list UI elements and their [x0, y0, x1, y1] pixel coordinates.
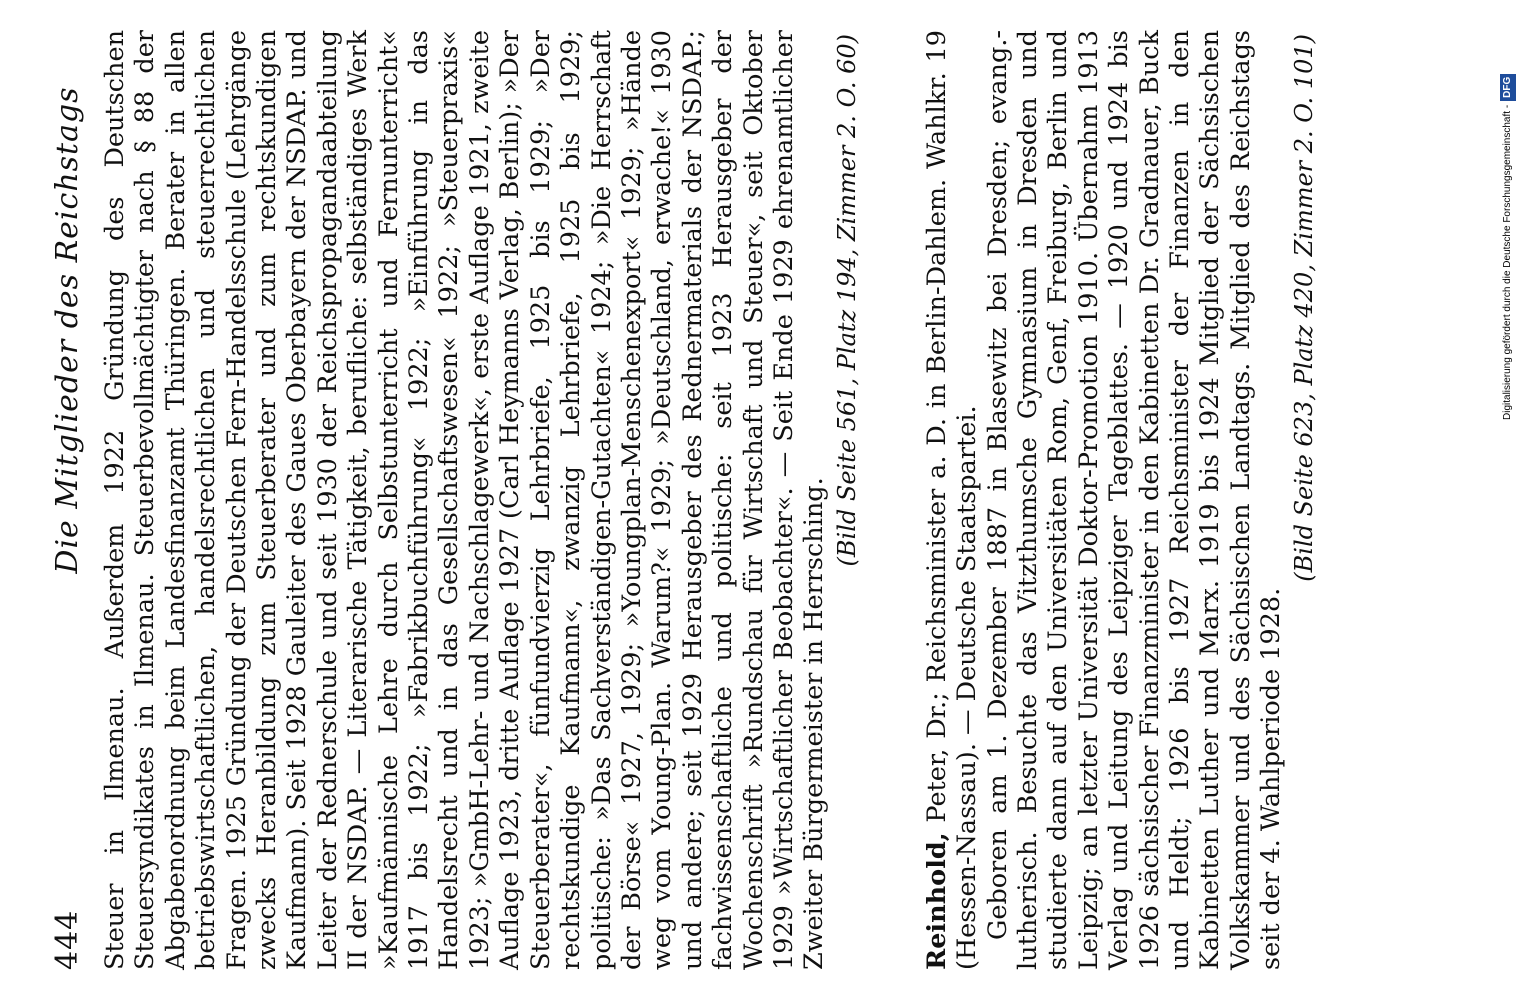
member-biography: Geboren am 1. Dezember 1887 in Blasewitz bei Dresden; evang.-lutherisch. Besuchte das Vitzthumsche Gymnasium in Dresden und studierte dann auf den Universitäten Rom, Genf, Freiburg, Berlin und Leipzig; an letzter Universität Doktor-Promotion 1910. Übernahm 1913 Verlag und Leitung des Leipziger Tageblattes. — 1920 und 1924 bis 1926 sächsischer Finanzminister in den Kabinetten Dr. Gradnauer, Buck und Heldt; 1926 bis 1927 Reichsminister der Finanzen in den Kabinetten Luther und Marx. 1919 bis 1924 Mitglied der Sächsischen Volkskammer und des Sächsischen Landtags. Mitglied des Reichstags seit der 4. Wahlperiode 1928.: [982, 30, 1287, 970]
entry-photo-reference: (Bild Seite 561, Platz 194, Zimmer 2. O. 60): [832, 34, 861, 567]
member-header-details: Peter, Dr.; Reichsminister a. D. in Berlin-Dahlem. Wahlkr. 19 (Hessen-Nassau). — Deutsche Staatspartei.: [921, 29, 983, 970]
member-name: Reinhold,: [921, 832, 952, 970]
entry-separator: [862, 30, 922, 970]
running-head: [40, 30, 100, 970]
member-photo-reference: (Bild Seite 623, Platz 420, Zimmer 2. O. 101): [1289, 34, 1318, 582]
running-title: Die Mitglieder des Reichstags: [50, 86, 85, 574]
entry-header: [922, 30, 983, 970]
dfg-funding-note: [1498, 10, 1520, 430]
entry-continuation-text: Steuer in Ilmenau. Außerdem 1922 Gründung des Deutschen Steuersyndikates in Ilmenau. Steuerbevollmächtigter nach § 88 der Abgabenordnung beim Landesfinanzamt Thüringen. Berater in allen betriebswirtschaftlichen, handelsrechtlichen und steuerrechtlichen Fragen. 1925 Gründung der Deutschen Fern-Handelsschule (Lehrgänge zwecks Heranbildung zum Steuerberater und zum rechtskundigen Kaufmann). Seit 1928 Gauleiter des Gaues Oberbayern der NSDAP. und Leiter der Rednerschule und seit 1930 der Reichspropagandaabteilung II der NSDAP. — Literarische Tätigkeit, berufliche: selbständiges Werk »Kaufmännische Lehre durch Selbstunterricht und Fernunterricht« 1917 bis 1922; »Fabrikbuchführung« 1922; »Einführung in das Handelsrecht und in das Gesellschaftswesen« 1922; »Steuerpraxis« 1923; »GmbH-Lehr- und Nachschlagewerk«, erste Auflage 1921, zweite Auflage 1923, dritte Auflage 1927 (Carl Heymanns Verlag, Berlin); »Der Steuerberater«, fünfundvierzig Lehrbriefe, 1925 bis 1929; »Der rechtskundige Kaufmann«, zwanzig Lehrbriefe, 1925 bis 1929; politische: »Das Sachverständigen-Gutachten« 1924; »Die Herrschaft der Börse« 1927, 1929; »Youngplan-Menschenexport« 1929; »Hände weg vom Young-Plan. Warum?« 1929; »Deutschland, erwache!« 1930 und andere; seit 1929 Herausgeber des Rednermaterials der NSDAP.; fachwissenschaftliche und politische: seit 1923 Herausgeber der Wochenschrift »Rundschau für Wirtschaft und Steuer«, seit Oktober 1929 »Wirtschaftlicher Beobachter«. — Seit Ende 1929 ehrenamtlicher Zweiter Bürgermeister in Herrsching.: [100, 30, 830, 970]
dfg-funding-text: Digitalisierung gefördert durch die Deutsche Forschungsgemeinschaft -: [1502, 104, 1513, 420]
page-number: 444: [50, 909, 85, 970]
dfg-logo: DFG: [1500, 74, 1516, 101]
dfg-funding-text-wrap: [1500, 0, 1516, 420]
rotated-text-block: [40, 30, 1319, 970]
